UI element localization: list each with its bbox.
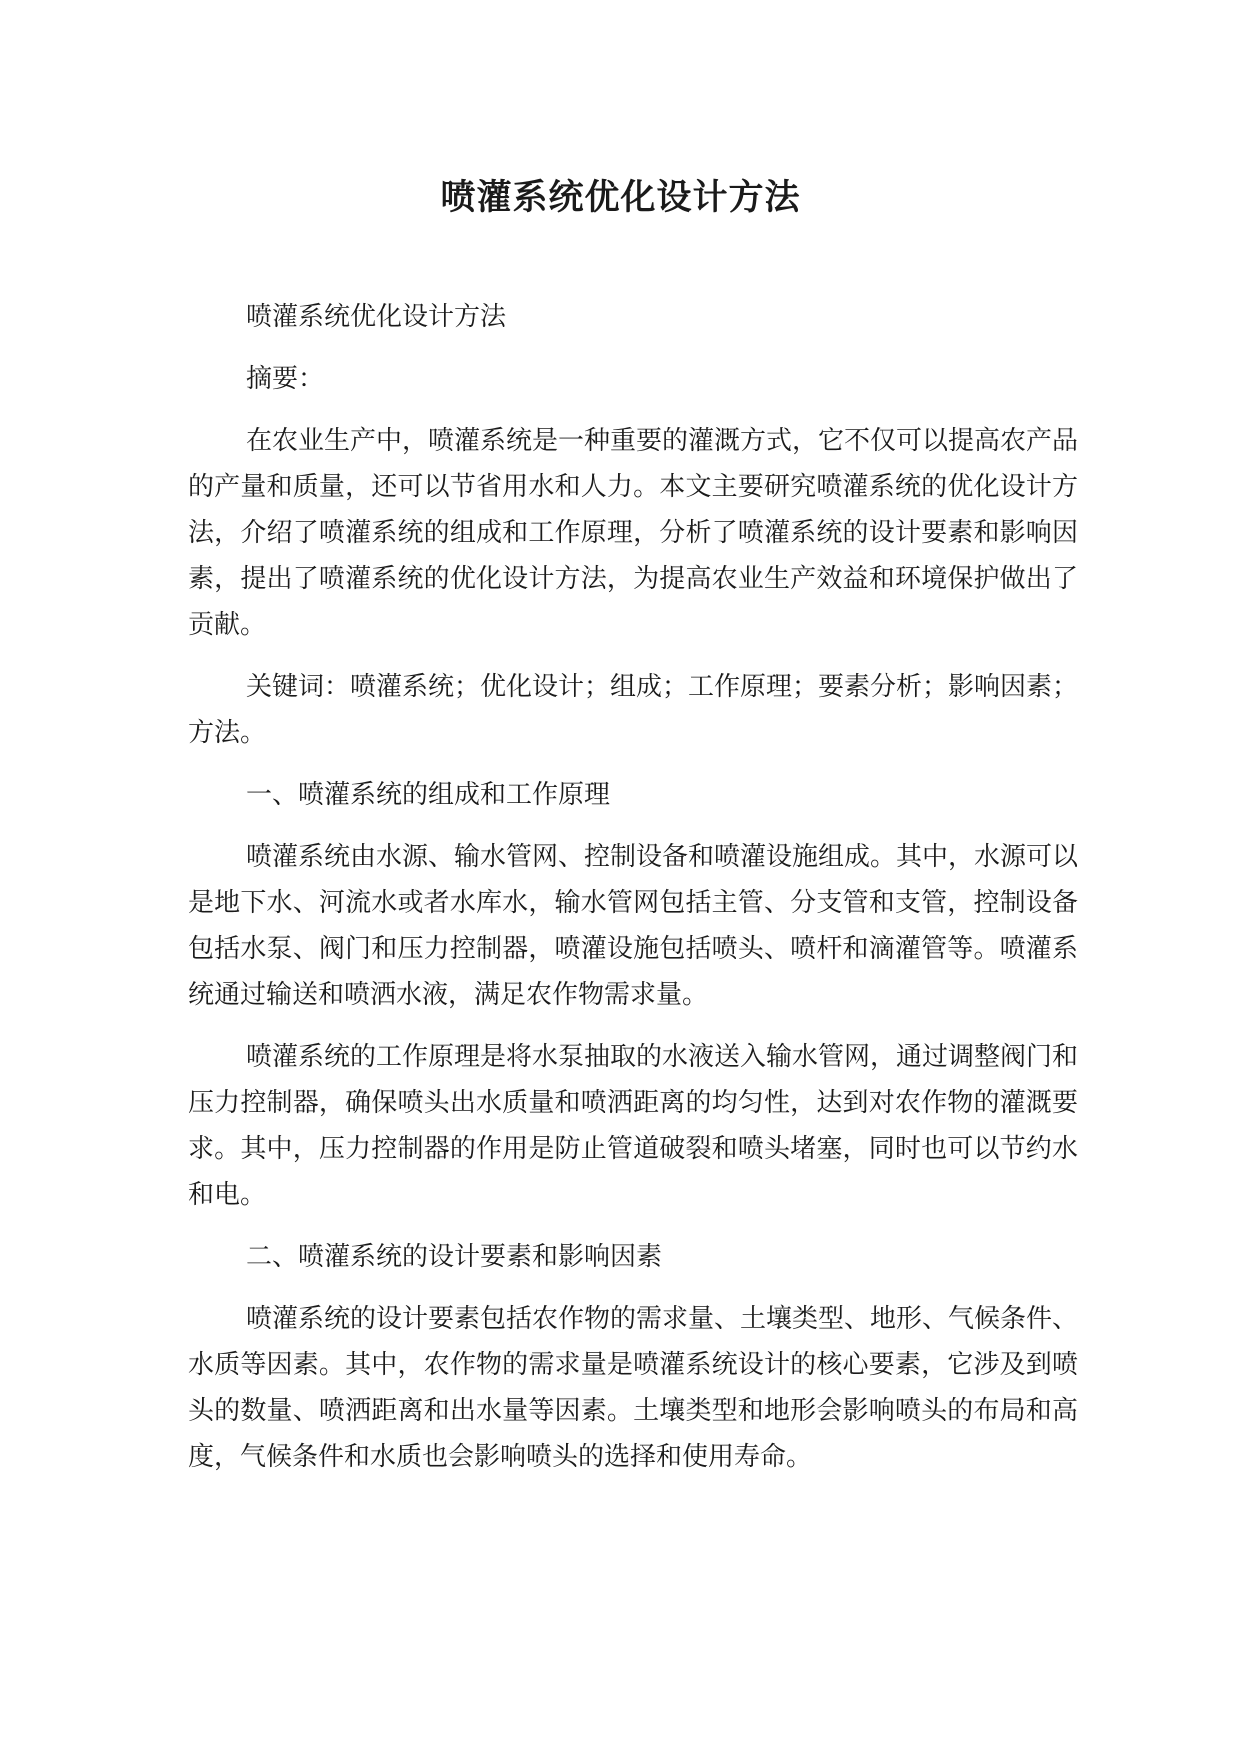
section-heading-2: 二、喷灌系统的设计要素和影响因素 — [246, 1242, 663, 1272]
document-body — [188, 294, 1078, 1496]
body-paragraph: 喷灌系统的工作原理是将水泵抽取的水液送入输水管网，通过调整阀门和压力控制器，确保喷头出水质量和喷洒距离的均匀性，达到对农作物的灌溉要求。其中，压力控制器的作用是防止管道破裂和喷头堵塞，同时也可以节约水和电。 — [188, 1042, 1079, 1210]
abstract-paragraph: 在农业生产中，喷灌系统是一种重要的灌溉方式，它不仅可以提高农产品的产量和质量，还可以节省用水和人力。本文主要研究喷灌系统的优化设计方法，介绍了喷灌系统的组成和工作原理，分析了喷灌系统的设计要素和影响因素，提出了喷灌系统的优化设计方法，为提高农业生产效益和环境保护做出了贡献。 — [188, 426, 1079, 640]
keywords-paragraph: 关键词：喷灌系统；优化设计；组成；工作原理；要素分析；影响因素；方法。 — [188, 672, 1079, 748]
section-heading-1: 一、喷灌系统的组成和工作原理 — [246, 780, 611, 810]
document-title: 喷灌系统优化设计方法 — [440, 178, 801, 218]
abstract-heading: 摘要： — [246, 364, 325, 394]
body-paragraph: 喷灌系统的设计要素包括农作物的需求量、土壤类型、地形、气候条件、水质等因素。其中，农作物的需求量是喷灌系统设计的核心要素，它涉及到喷头的数量、喷洒距离和出水量等因素。土壤类型和地形会影响喷头的布局和高度，气候条件和水质也会影响喷头的选择和使用寿命。 — [188, 1304, 1079, 1472]
body-paragraph: 喷灌系统由水源、输水管网、控制设备和喷灌设施组成。其中，水源可以是地下水、河流水或者水库水，输水管网包括主管、分支管和支管，控制设备包括水泵、阀门和压力控制器，喷灌设施包括喷头、喷杆和滴灌管等。喷灌系统通过输送和喷洒水液，满足农作物需求量。 — [188, 842, 1079, 1010]
subtitle-paragraph: 喷灌系统优化设计方法 — [246, 302, 507, 332]
